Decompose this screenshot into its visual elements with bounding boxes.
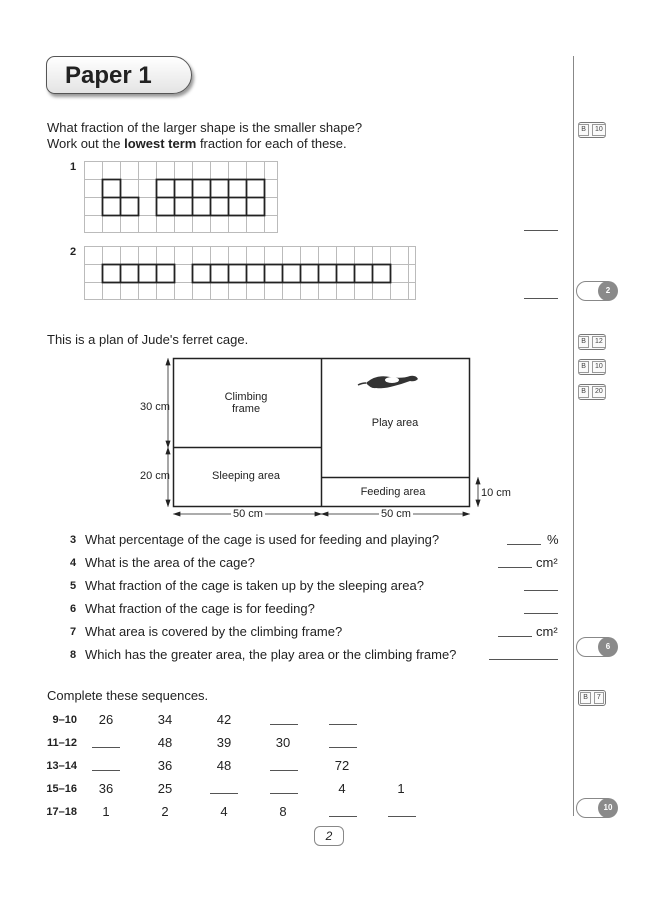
sequence-blank[interactable]: [270, 770, 298, 771]
answer-7-line[interactable]: [498, 636, 532, 637]
sequence-blank[interactable]: [270, 724, 298, 725]
answer-2-line[interactable]: [524, 298, 558, 299]
intro-line-1: What fraction of the larger shape is the smaller shape?: [47, 120, 363, 135]
dimension-30: 30 cm: [140, 401, 170, 413]
answer-4-unit: cm²: [536, 555, 558, 570]
answer-3-unit: %: [547, 532, 559, 547]
score-total: 10: [598, 798, 618, 818]
answer-1-line[interactable]: [524, 230, 558, 231]
answer-5-line[interactable]: [524, 590, 558, 591]
answer-4-line[interactable]: [498, 567, 532, 568]
sequence-value: 1: [102, 804, 110, 819]
reference-badge: B 20: [578, 384, 606, 400]
sequence-label: 9–10: [52, 714, 77, 726]
answer-3-line[interactable]: [507, 544, 541, 545]
dimension-50-left: 50 cm: [233, 508, 263, 520]
sleeping-area-label: Sleeping area: [212, 470, 280, 482]
score-total: 6: [598, 637, 618, 657]
sequence-blank[interactable]: [329, 724, 357, 725]
sequence-value: 30: [275, 735, 291, 750]
sequence-value: 36: [98, 781, 114, 796]
play-area-label: Play area: [371, 417, 419, 429]
score-box: [576, 798, 618, 818]
sequence-blank[interactable]: [210, 793, 238, 794]
score-box: [576, 637, 618, 657]
sequence-value: 2: [161, 804, 169, 819]
sequence-label: 17–18: [46, 806, 77, 818]
sequence-blank[interactable]: [388, 816, 416, 817]
sequence-label: 13–14: [46, 760, 77, 772]
cage-plan-diagram: [130, 350, 520, 526]
sequence-value: 4: [220, 804, 228, 819]
reference-badge: B 10: [578, 359, 606, 375]
score-box: [576, 281, 618, 301]
reference-badge: B 12: [578, 334, 606, 350]
sequence-value: 34: [157, 712, 173, 727]
sequence-blank[interactable]: [92, 747, 120, 748]
sequence-value: 39: [216, 735, 232, 750]
question-1-number: 1: [70, 161, 77, 173]
question-1-grid: [84, 161, 278, 233]
sequence-value: 72: [334, 758, 350, 773]
cage-intro: This is a plan of Jude's ferret cage.: [47, 332, 249, 347]
sequence-value: 25: [157, 781, 173, 796]
sequence-value: 42: [216, 712, 232, 727]
sequences-intro: Complete these sequences.: [47, 688, 209, 703]
page-number: 2: [314, 826, 344, 846]
sequence-label: 15–16: [46, 783, 77, 795]
feeding-area-label: Feeding area: [360, 486, 426, 498]
question-2-grid: [84, 246, 416, 300]
answer-8-line[interactable]: [489, 659, 558, 660]
reference-badge: B 7: [578, 690, 606, 706]
dimension-10: 10 cm: [481, 487, 511, 499]
ferret-icon: [358, 376, 418, 388]
climbing-frame-label: Climbing frame: [224, 391, 268, 415]
sequence-value: 4: [338, 781, 346, 796]
sequence-value: 1: [397, 781, 405, 796]
sequence-blank[interactable]: [92, 770, 120, 771]
intro-line-2: Work out the lowest term fraction for each of these.: [47, 136, 347, 151]
answer-6-line[interactable]: [524, 613, 558, 614]
sequence-blank[interactable]: [329, 816, 357, 817]
dimension-20: 20 cm: [140, 470, 170, 482]
sequence-blank[interactable]: [329, 747, 357, 748]
sequence-value: 26: [98, 712, 114, 727]
sequence-value: 48: [216, 758, 232, 773]
sequence-label: 11–12: [47, 737, 77, 749]
answer-7-unit: cm²: [536, 624, 558, 639]
reference-badge: B 10: [578, 122, 606, 138]
question-2-number: 2: [70, 246, 77, 258]
sequence-value: 36: [157, 758, 173, 773]
sequence-value: 8: [279, 804, 287, 819]
intro-bold: lowest term: [124, 136, 197, 151]
score-total: 2: [598, 281, 618, 301]
sequence-blank[interactable]: [270, 793, 298, 794]
dimension-50-right: 50 cm: [381, 508, 411, 520]
page-title: Paper 1: [46, 56, 192, 94]
sequence-value: 48: [157, 735, 173, 750]
margin-divider: [573, 56, 574, 816]
